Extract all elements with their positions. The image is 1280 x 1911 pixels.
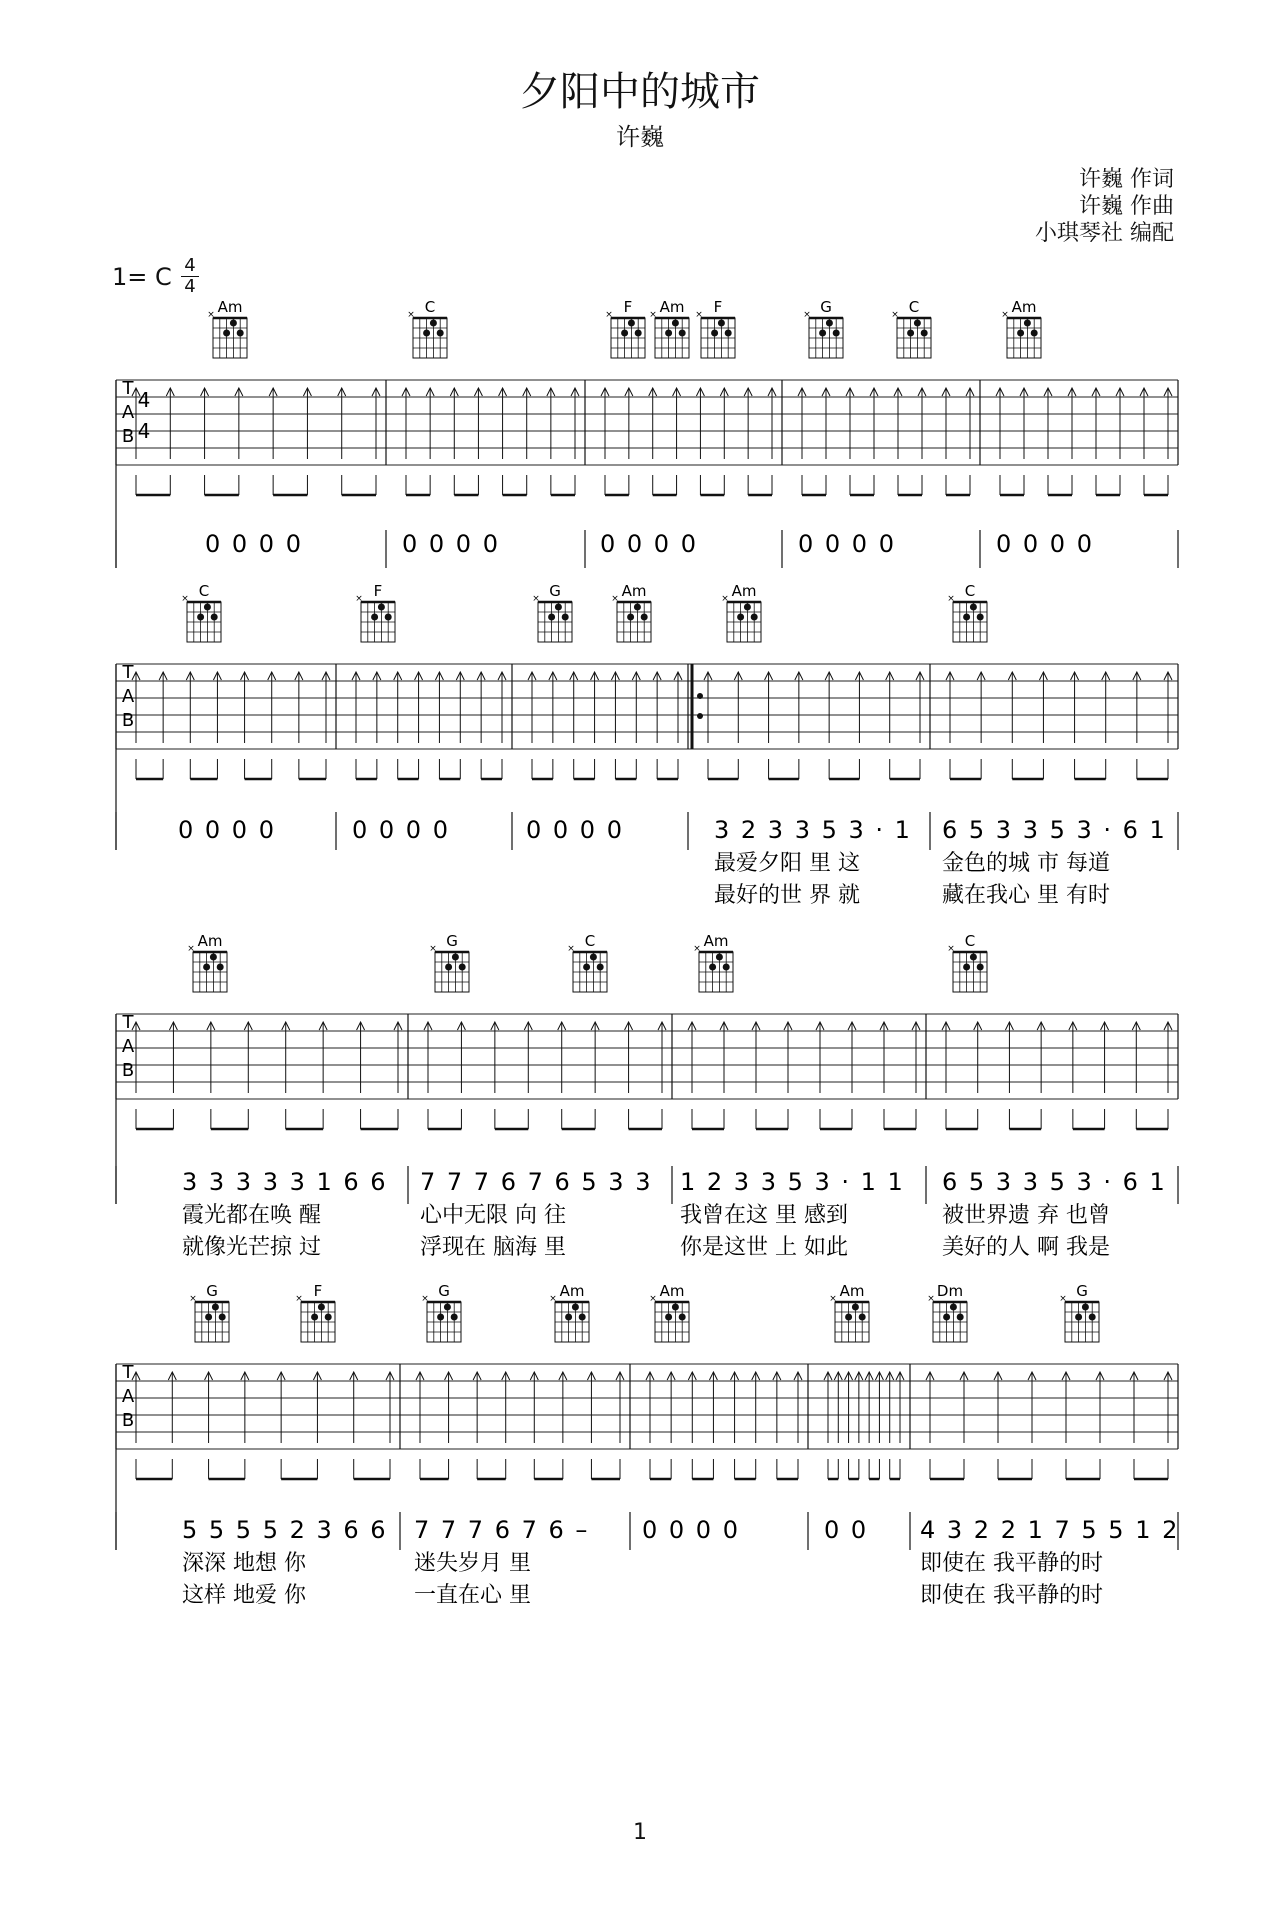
- tab-clef-letter: B: [121, 1060, 135, 1081]
- chord-label: Dm: [936, 1282, 964, 1300]
- muted-string-marker: ×: [829, 1294, 837, 1304]
- chord-finger-dot: [907, 330, 914, 337]
- numbered-notation-measure: 0 0 0 0: [600, 530, 698, 558]
- numbered-notation-measure: 0 0 0 0: [996, 530, 1094, 558]
- chord-label: Am: [621, 582, 647, 600]
- chord-label: Am: [1011, 298, 1037, 316]
- tab-clef-letter: B: [121, 426, 135, 447]
- chord-finger-dot: [210, 954, 217, 961]
- chord-label: G: [1076, 1282, 1088, 1300]
- chord-finger-dot: [430, 320, 437, 327]
- lyric-line-segment: 即使在 我平静的时: [920, 1583, 1103, 1608]
- numbered-notation-measure: 1 2 3 3 5 3 · 1 1: [680, 1168, 905, 1196]
- chord-finger-dot: [205, 1314, 212, 1321]
- chord-finger-dot: [1031, 330, 1038, 337]
- numbered-notation-measure: 7 7 7 6 7 6 5 3 3: [420, 1168, 653, 1196]
- muted-string-marker: ×: [1059, 1294, 1067, 1304]
- chord-label: G: [446, 932, 458, 950]
- chord-finger-dot: [977, 964, 984, 971]
- numbered-notation-measure: 3 2 3 3 5 3 · 1: [714, 816, 912, 844]
- chord-finger-dot: [437, 330, 444, 337]
- tab-clef-letter: B: [121, 1410, 135, 1431]
- chord-finger-dot: [852, 1304, 859, 1311]
- muted-string-marker: ×: [1001, 310, 1009, 320]
- page-number: 1: [633, 1820, 647, 1845]
- chord-label: F: [313, 1282, 323, 1300]
- chord-finger-dot: [1075, 1314, 1082, 1321]
- chord-finger-dot: [197, 614, 204, 621]
- chord-finger-dot: [859, 1314, 866, 1321]
- lyric-line-segment: 一直在心 里: [414, 1583, 531, 1608]
- tab-clef-letter: T: [122, 1362, 134, 1383]
- muted-string-marker: ×: [181, 594, 189, 604]
- chord-finger-dot: [237, 330, 244, 337]
- muted-string-marker: ×: [891, 310, 899, 320]
- chord-finger-dot: [628, 320, 635, 327]
- numbered-notation-measure: 0 0 0 0: [205, 530, 303, 558]
- lyric-line-segment: 深深 地想 你: [182, 1551, 306, 1576]
- tab-time-sig-top: 4: [137, 388, 151, 412]
- chord-finger-dot: [963, 614, 970, 621]
- muted-string-marker: ×: [189, 1294, 197, 1304]
- chord-finger-dot: [445, 964, 452, 971]
- chord-finger-dot: [1024, 320, 1031, 327]
- lyric-line-segment: 最好的世 界 就: [714, 883, 860, 908]
- chord-label: C: [964, 932, 976, 950]
- chord-finger-dot: [921, 330, 928, 337]
- muted-string-marker: ×: [605, 310, 613, 320]
- chord-finger-dot: [716, 954, 723, 961]
- chord-finger-dot: [583, 964, 590, 971]
- chord-finger-dot: [621, 330, 628, 337]
- time-signature-bottom: 4: [184, 276, 196, 297]
- lyric-line-segment: 霞光都在唤 醒: [182, 1203, 321, 1228]
- tab-clef-letter: T: [122, 662, 134, 683]
- chord-finger-dot: [963, 964, 970, 971]
- tab-clef-letter: A: [121, 402, 135, 423]
- chord-finger-dot: [943, 1314, 950, 1321]
- repeat-dot: [697, 713, 703, 719]
- tab-clef-letter: A: [121, 686, 135, 707]
- chord-label: Am: [703, 932, 729, 950]
- chord-finger-dot: [1082, 1304, 1089, 1311]
- muted-string-marker: ×: [207, 310, 215, 320]
- numbered-notation-measure: 3 3 3 3 3 1 6 6: [182, 1168, 388, 1196]
- chord-label: C: [198, 582, 210, 600]
- lyric-line-segment: 就像光芒掠 过: [182, 1235, 321, 1260]
- chord-finger-dot: [1089, 1314, 1096, 1321]
- lyric-line-segment: 我曾在这 里 感到: [680, 1203, 848, 1228]
- composer-credit: 许巍 作曲: [1079, 194, 1174, 219]
- numbered-notation-measure: 0 0 0 0: [642, 1516, 740, 1544]
- chord-label: F: [623, 298, 633, 316]
- chord-finger-dot: [318, 1304, 325, 1311]
- muted-string-marker: ×: [532, 594, 540, 604]
- lyric-line-segment: 心中无限 向 往: [420, 1203, 566, 1228]
- tab-time-sig-bottom: 4: [137, 419, 151, 443]
- chord-label: G: [820, 298, 832, 316]
- chord-finger-dot: [635, 330, 642, 337]
- chord-finger-dot: [230, 320, 237, 327]
- chord-finger-dot: [970, 954, 977, 961]
- muted-string-marker: ×: [295, 1294, 303, 1304]
- muted-string-marker: ×: [649, 1294, 657, 1304]
- chord-finger-dot: [423, 330, 430, 337]
- chord-label: Am: [197, 932, 223, 950]
- chord-finger-dot: [709, 964, 716, 971]
- chord-finger-dot: [371, 614, 378, 621]
- numbered-notation-measure: 4 3 2 2 1 7 5 5 1 2: [920, 1516, 1180, 1544]
- numbered-notation-measure: 0 0 0 0: [798, 530, 896, 558]
- chord-finger-dot: [217, 964, 224, 971]
- chord-finger-dot: [223, 330, 230, 337]
- chord-finger-dot: [711, 330, 718, 337]
- chord-finger-dot: [744, 604, 751, 611]
- lyric-line-segment: 迷失岁月 里: [414, 1551, 531, 1576]
- chord-label: Am: [559, 1282, 585, 1300]
- numbered-notation-measure: 6 5 3 3 5 3 · 6 1: [942, 816, 1167, 844]
- chord-finger-dot: [723, 964, 730, 971]
- chord-finger-dot: [562, 614, 569, 621]
- chord-label: G: [549, 582, 561, 600]
- muted-string-marker: ×: [695, 310, 703, 320]
- chord-label: Am: [659, 298, 685, 316]
- lyricist-credit: 许巍 作词: [1079, 167, 1174, 192]
- chord-finger-dot: [579, 1314, 586, 1321]
- chord-finger-dot: [718, 320, 725, 327]
- chord-finger-dot: [679, 330, 686, 337]
- muted-string-marker: ×: [947, 594, 955, 604]
- numbered-notation-measure: 7 7 7 6 7 6 –: [414, 1516, 590, 1544]
- chord-label: Am: [839, 1282, 865, 1300]
- chord-finger-dot: [555, 604, 562, 611]
- lyric-line-segment: 这样 地爱 你: [182, 1583, 306, 1608]
- song-title: 夕阳中的城市: [520, 69, 760, 115]
- muted-string-marker: ×: [355, 594, 363, 604]
- chord-finger-dot: [826, 320, 833, 327]
- numbered-notation-measure: 0 0: [824, 1516, 869, 1544]
- chord-label: C: [424, 298, 436, 316]
- chord-finger-dot: [325, 1314, 332, 1321]
- chord-finger-dot: [1017, 330, 1024, 337]
- chord-label: Am: [217, 298, 243, 316]
- chord-label: C: [964, 582, 976, 600]
- chord-label: G: [438, 1282, 450, 1300]
- chord-finger-dot: [378, 604, 385, 611]
- chord-finger-dot: [211, 614, 218, 621]
- chord-finger-dot: [641, 614, 648, 621]
- chord-finger-dot: [590, 954, 597, 961]
- tab-clef-letter: T: [122, 1012, 134, 1033]
- muted-string-marker: ×: [429, 944, 437, 954]
- chord-finger-dot: [452, 954, 459, 961]
- muted-string-marker: ×: [567, 944, 575, 954]
- chord-label: G: [206, 1282, 218, 1300]
- chord-finger-dot: [957, 1314, 964, 1321]
- muted-string-marker: ×: [927, 1294, 935, 1304]
- chord-finger-dot: [737, 614, 744, 621]
- muted-string-marker: ×: [721, 594, 729, 604]
- chord-finger-dot: [572, 1304, 579, 1311]
- numbered-notation-measure: 0 0 0 0: [178, 816, 276, 844]
- artist-name: 许巍: [616, 123, 664, 151]
- chord-finger-dot: [548, 614, 555, 621]
- chord-finger-dot: [627, 614, 634, 621]
- chord-finger-dot: [203, 964, 210, 971]
- chord-finger-dot: [219, 1314, 226, 1321]
- muted-string-marker: ×: [407, 310, 415, 320]
- muted-string-marker: ×: [693, 944, 701, 954]
- time-signature-top: 4: [184, 255, 196, 276]
- chord-finger-dot: [451, 1314, 458, 1321]
- chord-finger-dot: [444, 1304, 451, 1311]
- lyric-line-segment: 你是这世 上 如此: [680, 1235, 848, 1260]
- lyric-line-segment: 最爱夕阳 里 这: [714, 851, 860, 876]
- chord-finger-dot: [665, 330, 672, 337]
- key-signature: 1= C: [112, 263, 172, 291]
- lyric-line-segment: 美好的人 啊 我是: [942, 1235, 1110, 1260]
- chord-finger-dot: [845, 1314, 852, 1321]
- chord-finger-dot: [833, 330, 840, 337]
- repeat-dot: [697, 693, 703, 699]
- numbered-notation-measure: 5 5 5 5 2 3 6 6: [182, 1516, 388, 1544]
- chord-finger-dot: [634, 604, 641, 611]
- chord-finger-dot: [311, 1314, 318, 1321]
- chord-finger-dot: [914, 320, 921, 327]
- muted-string-marker: ×: [649, 310, 657, 320]
- muted-string-marker: ×: [947, 944, 955, 954]
- lyric-line-segment: 藏在我心 里 有时: [942, 883, 1110, 908]
- chord-finger-dot: [459, 964, 466, 971]
- chord-finger-dot: [437, 1314, 444, 1321]
- lyric-line-segment: 浮现在 脑海 里: [420, 1235, 566, 1260]
- arranger-credit: 小琪琴社 编配: [1035, 221, 1174, 246]
- muted-string-marker: ×: [611, 594, 619, 604]
- lyric-line-segment: 金色的城 市 每道: [942, 851, 1110, 876]
- numbered-notation-measure: 0 0 0 0: [402, 530, 500, 558]
- chord-finger-dot: [385, 614, 392, 621]
- chord-finger-dot: [725, 330, 732, 337]
- muted-string-marker: ×: [803, 310, 811, 320]
- chord-finger-dot: [672, 320, 679, 327]
- chord-label: Am: [731, 582, 757, 600]
- chord-finger-dot: [597, 964, 604, 971]
- numbered-notation-measure: 0 0 0 0: [526, 816, 624, 844]
- chord-label: C: [584, 932, 596, 950]
- chord-finger-dot: [819, 330, 826, 337]
- muted-string-marker: ×: [187, 944, 195, 954]
- muted-string-marker: ×: [549, 1294, 557, 1304]
- tab-clef-letter: A: [121, 1036, 135, 1057]
- chord-finger-dot: [204, 604, 211, 611]
- chord-finger-dot: [672, 1304, 679, 1311]
- chord-finger-dot: [665, 1314, 672, 1321]
- chord-finger-dot: [977, 614, 984, 621]
- lyric-line-segment: 即使在 我平静的时: [920, 1551, 1103, 1576]
- numbered-notation-measure: 0 0 0 0: [352, 816, 450, 844]
- muted-string-marker: ×: [421, 1294, 429, 1304]
- lyric-line-segment: 被世界遗 弃 也曾: [942, 1203, 1110, 1228]
- chord-finger-dot: [565, 1314, 572, 1321]
- chord-finger-dot: [212, 1304, 219, 1311]
- tab-clef-letter: A: [121, 1386, 135, 1407]
- numbered-notation-measure: 6 5 3 3 5 3 · 6 1: [942, 1168, 1167, 1196]
- chord-finger-dot: [751, 614, 758, 621]
- chord-label: C: [908, 298, 920, 316]
- chord-label: F: [713, 298, 723, 316]
- chord-finger-dot: [679, 1314, 686, 1321]
- chord-finger-dot: [970, 604, 977, 611]
- chord-label: F: [373, 582, 383, 600]
- chord-finger-dot: [950, 1304, 957, 1311]
- tab-clef-letter: T: [122, 378, 134, 399]
- chord-label: Am: [659, 1282, 685, 1300]
- tab-clef-letter: B: [121, 710, 135, 731]
